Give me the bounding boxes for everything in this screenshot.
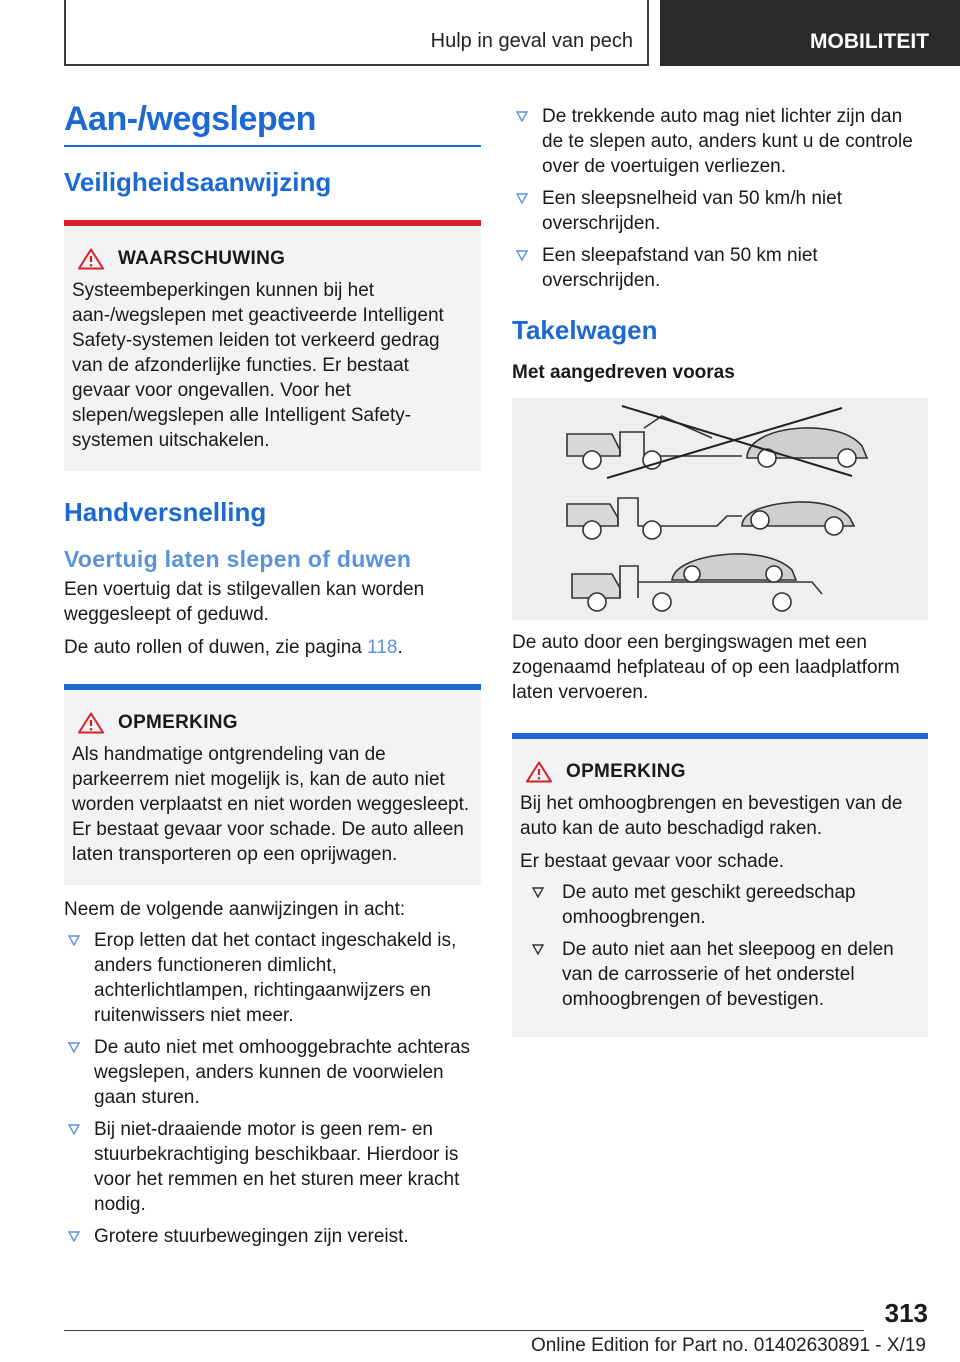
note-text-left: Als handmatige ontgrendeling van de parkeerrem niet mogelijk is, kan de auto niet worden verplaatst en niet worden weggesleept. Er bestaat gevaar voor schade. De auto alleen laten transporteren op een oprijwagen. [72, 744, 470, 865]
triangle-bullet-icon [68, 1042, 80, 1053]
towing-illustration [512, 398, 928, 620]
note-box-left [64, 684, 481, 885]
page-number: 313 [884, 1298, 928, 1328]
list-item: Een sleepafstand van 50 km niet overschrijden. [512, 243, 928, 293]
warning-title [78, 248, 471, 270]
list-item: Een sleepsnelheid van 50 km/h niet overschrijden. [512, 186, 928, 236]
safety-heading: Veiligheidsaanwijzing [64, 167, 332, 197]
triangle-bullet-icon [516, 250, 528, 261]
note-title-left [78, 712, 471, 734]
list-item: De auto met geschikt gereedschap omhoogbrengen. [520, 880, 918, 930]
warning-text: Systeembeperkingen kunnen bij het aan-/wegslepen met geactiveerde Intelligent Safety-systemen leiden tot verkeerd gedrag van de afzonderlijke functies. Er bestaat gevaar voor ongevallen. Voor het slepen/wegslepen alle Intelligent Safety-systemen uitschakelen. [72, 280, 444, 451]
triangle-bullet-icon [516, 193, 528, 204]
warning-triangle-icon [78, 248, 104, 270]
warning-label: WAARSCHUWING [118, 248, 286, 269]
footer-divider [64, 1330, 864, 1331]
list-item: Grotere stuurbewegingen zijn vereist. [64, 1224, 481, 1249]
note-text-right-2: Er bestaat gevaar voor schade. [520, 851, 785, 872]
triangle-bullet-icon [68, 1231, 80, 1242]
note-list [520, 880, 918, 1012]
header-frame [64, 0, 649, 66]
triangle-bullet-icon [532, 887, 544, 898]
takel-heading: Takelwagen [512, 315, 658, 345]
tow-trucks-drawing [512, 398, 928, 620]
list-item: De auto niet met omhooggebrachte achteras wegslepen, anders kunnen de voorwielen gaan sturen. [64, 1035, 481, 1110]
warning-triangle-icon [526, 761, 552, 783]
instruction-list [64, 928, 481, 1249]
triangle-bullet-icon [68, 1124, 80, 1135]
header-section-title: Hulp in geval van pech [430, 30, 633, 52]
header-chapter-tab[interactable]: MOBILITEIT [660, 0, 960, 66]
page-title: Aan-/wegslepen [64, 100, 481, 147]
illustration-caption: De auto door een bergingswagen met een zogenaamd hefplateau of op een laadplatform laten vervoeren. [512, 632, 900, 703]
instruction-list-continued [512, 104, 928, 293]
warning-box [64, 220, 481, 471]
page-link-118[interactable]: 118 [367, 637, 398, 658]
footer-edition: Online Edition for Part no. 01402630891 - X/19 [530, 1335, 926, 1356]
note-label-right: OPMERKING [566, 761, 686, 782]
list-item: De trekkende auto mag niet lichter zijn dan de te slepen auto, anders kunt u de controle over de voertuigen verliezen. [512, 104, 928, 179]
note-title-right [526, 761, 918, 783]
warning-triangle-icon [78, 712, 104, 734]
right-column [512, 100, 928, 1037]
note-text-right-1: Bij het omhoogbrengen en bevestigen van de auto kan de auto beschadigd raken. [520, 793, 903, 839]
triangle-bullet-icon [68, 935, 80, 946]
note-box-right [512, 733, 928, 1037]
tow-text: Een voertuig dat is stilgevallen kan worden weggesleept of geduwd. [64, 579, 425, 625]
list-item: Erop letten dat het contact ingeschakeld is, anders functioneren dimlicht, achterlichtlampen, richtingaanwijzers en ruitenwissers niet meer. [64, 928, 481, 1028]
list-item: De auto niet aan het sleepoog en delen van de carrosserie of het onderstel omhoogbrengen of bevestigen. [520, 937, 918, 1012]
list-item: Bij niet-draaiende motor is geen rem- en stuurbekrachtiging beschikbaar. Hierdoor is voor het remmen en het sturen meer kracht nodig. [64, 1117, 481, 1217]
left-column [64, 100, 481, 1256]
list-intro: Neem de volgende aanwijzingen in acht: [64, 899, 406, 920]
axle-heading: Met aangedreven vooras [512, 362, 735, 383]
manual-heading: Handversnelling [64, 497, 267, 527]
tow-heading: Voertuig laten slepen of duwen [64, 546, 412, 572]
note-label-left: OPMERKING [118, 712, 238, 733]
triangle-bullet-icon [532, 944, 544, 955]
roll-text: De auto rollen of duwen, zie pagina 118. [64, 637, 403, 658]
triangle-bullet-icon [516, 111, 528, 122]
